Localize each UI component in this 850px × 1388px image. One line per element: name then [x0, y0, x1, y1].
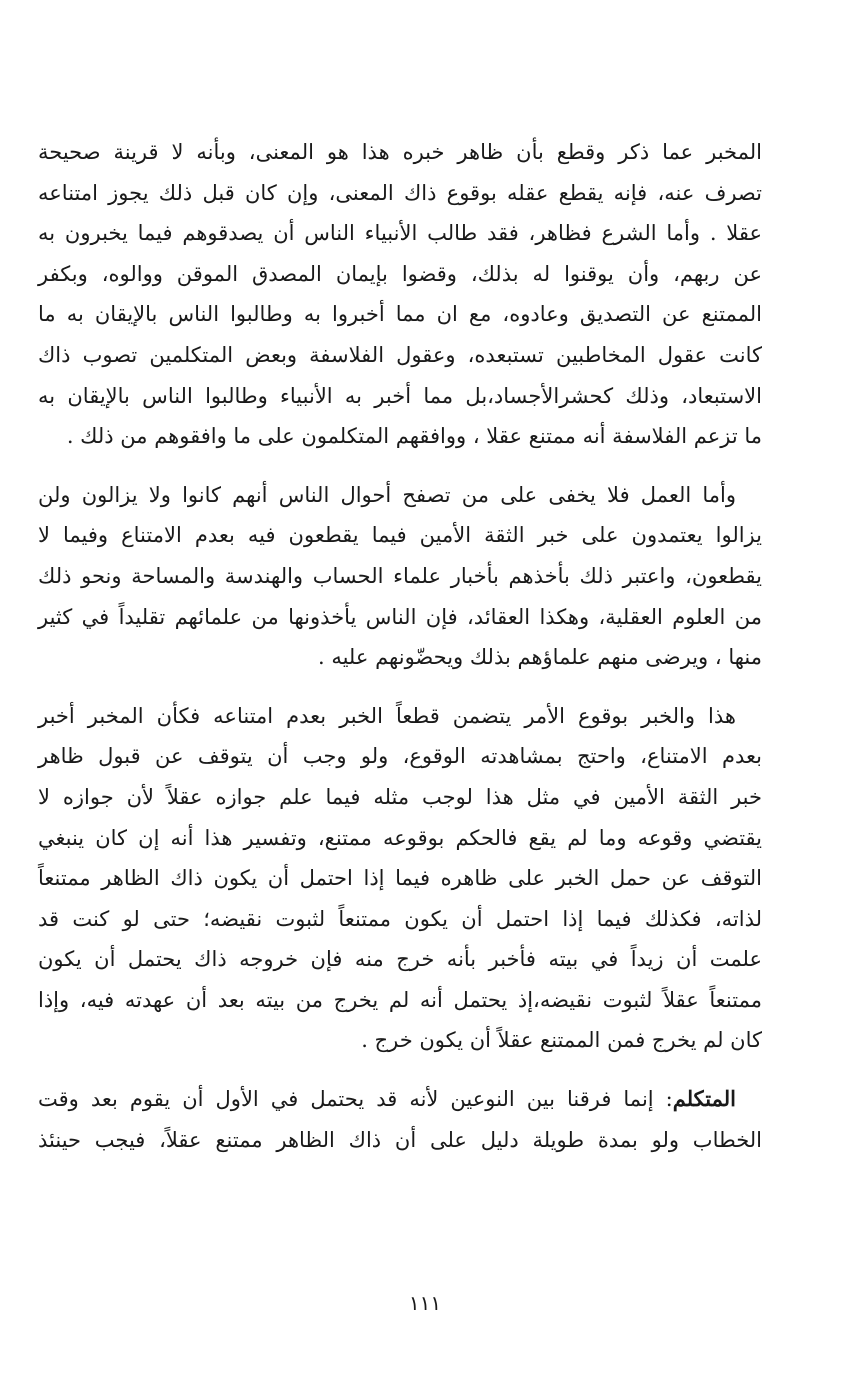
text-line-rest: : إنما فرقنا بين النوعين لأنه قد يحتمل في الأول أن يقوم بعد وقت [38, 1087, 673, 1112]
text-line: من العلوم العقلية، وهكذا العقائد، فإن الناس يأخذونها من علمائهم تقليداً في كثير [38, 604, 762, 629]
text-line: لذاته، فكذلك فيما إذا احتمل أن يكون ممتنعاً لثبوت نقيضه؛ حتى لو كنت قد [38, 906, 762, 931]
page-number: ١١١ [408, 1291, 442, 1315]
paragraph-2 [38, 475, 762, 678]
text-line: وأما العمل فلا يخفى على من تصفح أحوال الناس أنهم كانوا ولا يزالون ولن [38, 482, 736, 507]
text-line: يزالوا يعتمدون على خبر الثقة الأمين فيما يقطعون فيه بعدم الامتناع وفيما لا [38, 523, 762, 548]
text-line: تصرف عنه، فإنه يقطع عقله بوقوع ذاك المعنى، وإن كان قبل ذلك يجوز امتناعه [38, 180, 762, 205]
text-line: منها ، ويرضى منهم علماؤهم بذلك ويحضّونهم عليه . [317, 645, 762, 670]
text-line: علمت أن زيداً في بيته فأخبر بأنه خرج منه فإن خروجه ذاك يحتمل أن يكون [38, 947, 762, 972]
text-line: يقتضي وقوعه وما لم يقع فالحكم بوقوعه ممتنع، وتفسير هذا أنه إن كان ينبغي [38, 825, 762, 850]
text-line: كانت عقول المخاطبين تستبعده، وعقول الفلاسفة وبعض المتكلمين تصوب ذاك [38, 342, 762, 367]
text-line: المخبر عما ذكر وقطع بأن ظاهر خبره هذا هو المعنى، وبأنه لا قرينة صحيحة [38, 140, 762, 164]
text-line: ما تزعم الفلاسفة أنه ممتنع عقلا ، ووافقهم المتكلمون على ما وافقوهم من ذلك . [66, 424, 762, 449]
text-line: كان لم يخرج فمن الممتنع عقلاً أن يكون خرج . [361, 1028, 762, 1053]
text-line: ممتنعاً عقلاً لثبوت نقيضه،إذ يحتمل أنه لم يخرج من بيته بعد أن عهدته فيه، وإذا [38, 987, 762, 1012]
text-line: الاستبعاد، وذلك كحشرالأجساد،بل مما أخبر به الأنبياء وطالبوا الناس بالإيقان به [38, 383, 762, 408]
paragraph-1 [38, 132, 762, 457]
paragraph-4 [38, 1079, 762, 1160]
page-body [38, 132, 762, 1178]
text-line: عن ربهم، وأن يوقنوا له بذلك، وقضوا بإيمان المصدق الموقن ووالوه، وبكفر [38, 261, 762, 286]
text-line: هذا والخبر بوقوع الأمر يتضمن قطعاً الخبر بعدم امتناعه فكأن المخبر أخبر [38, 703, 736, 728]
text-line: الممتنع عن التصديق وعادوه، مع ان مما أخبروا به وطالبوا الناس بالإيقان به ما [38, 302, 762, 327]
text-line: التوقف عن حمل الخبر على ظاهره فيما إذا احتمل أن يكون ذاك الظاهر ممتنعاً [38, 866, 762, 891]
text-line [38, 1079, 762, 1120]
text-line: عقلا . وأما الشرع فظاهر، فقد طالب الأنبياء الناس أن يصدقوهم فيما يخبرون به [38, 221, 762, 246]
speaker-label: المتكلم [672, 1086, 736, 1112]
text-line: يقطعون، واعتبر ذلك بأخذهم بأخبار علماء الحساب والهندسة والمساحة ونحو ذلك [38, 563, 762, 588]
paragraph-3 [38, 696, 762, 1061]
text-line: الخطاب ولو بمدة طويلة دليل على أن ذاك الظاهر ممتنع عقلاً، فيجب حينئذ [38, 1127, 762, 1152]
text-line: خبر الثقة الأمين في مثل هذا لوجب مثله فيما علم جوازه عقلاً لأن جوازه لا [38, 784, 762, 809]
text-line: بعدم الامتناع، واحتج بمشاهدته الوقوع، ولو وجب أن يتوقف عن قبول ظاهر [38, 744, 762, 769]
